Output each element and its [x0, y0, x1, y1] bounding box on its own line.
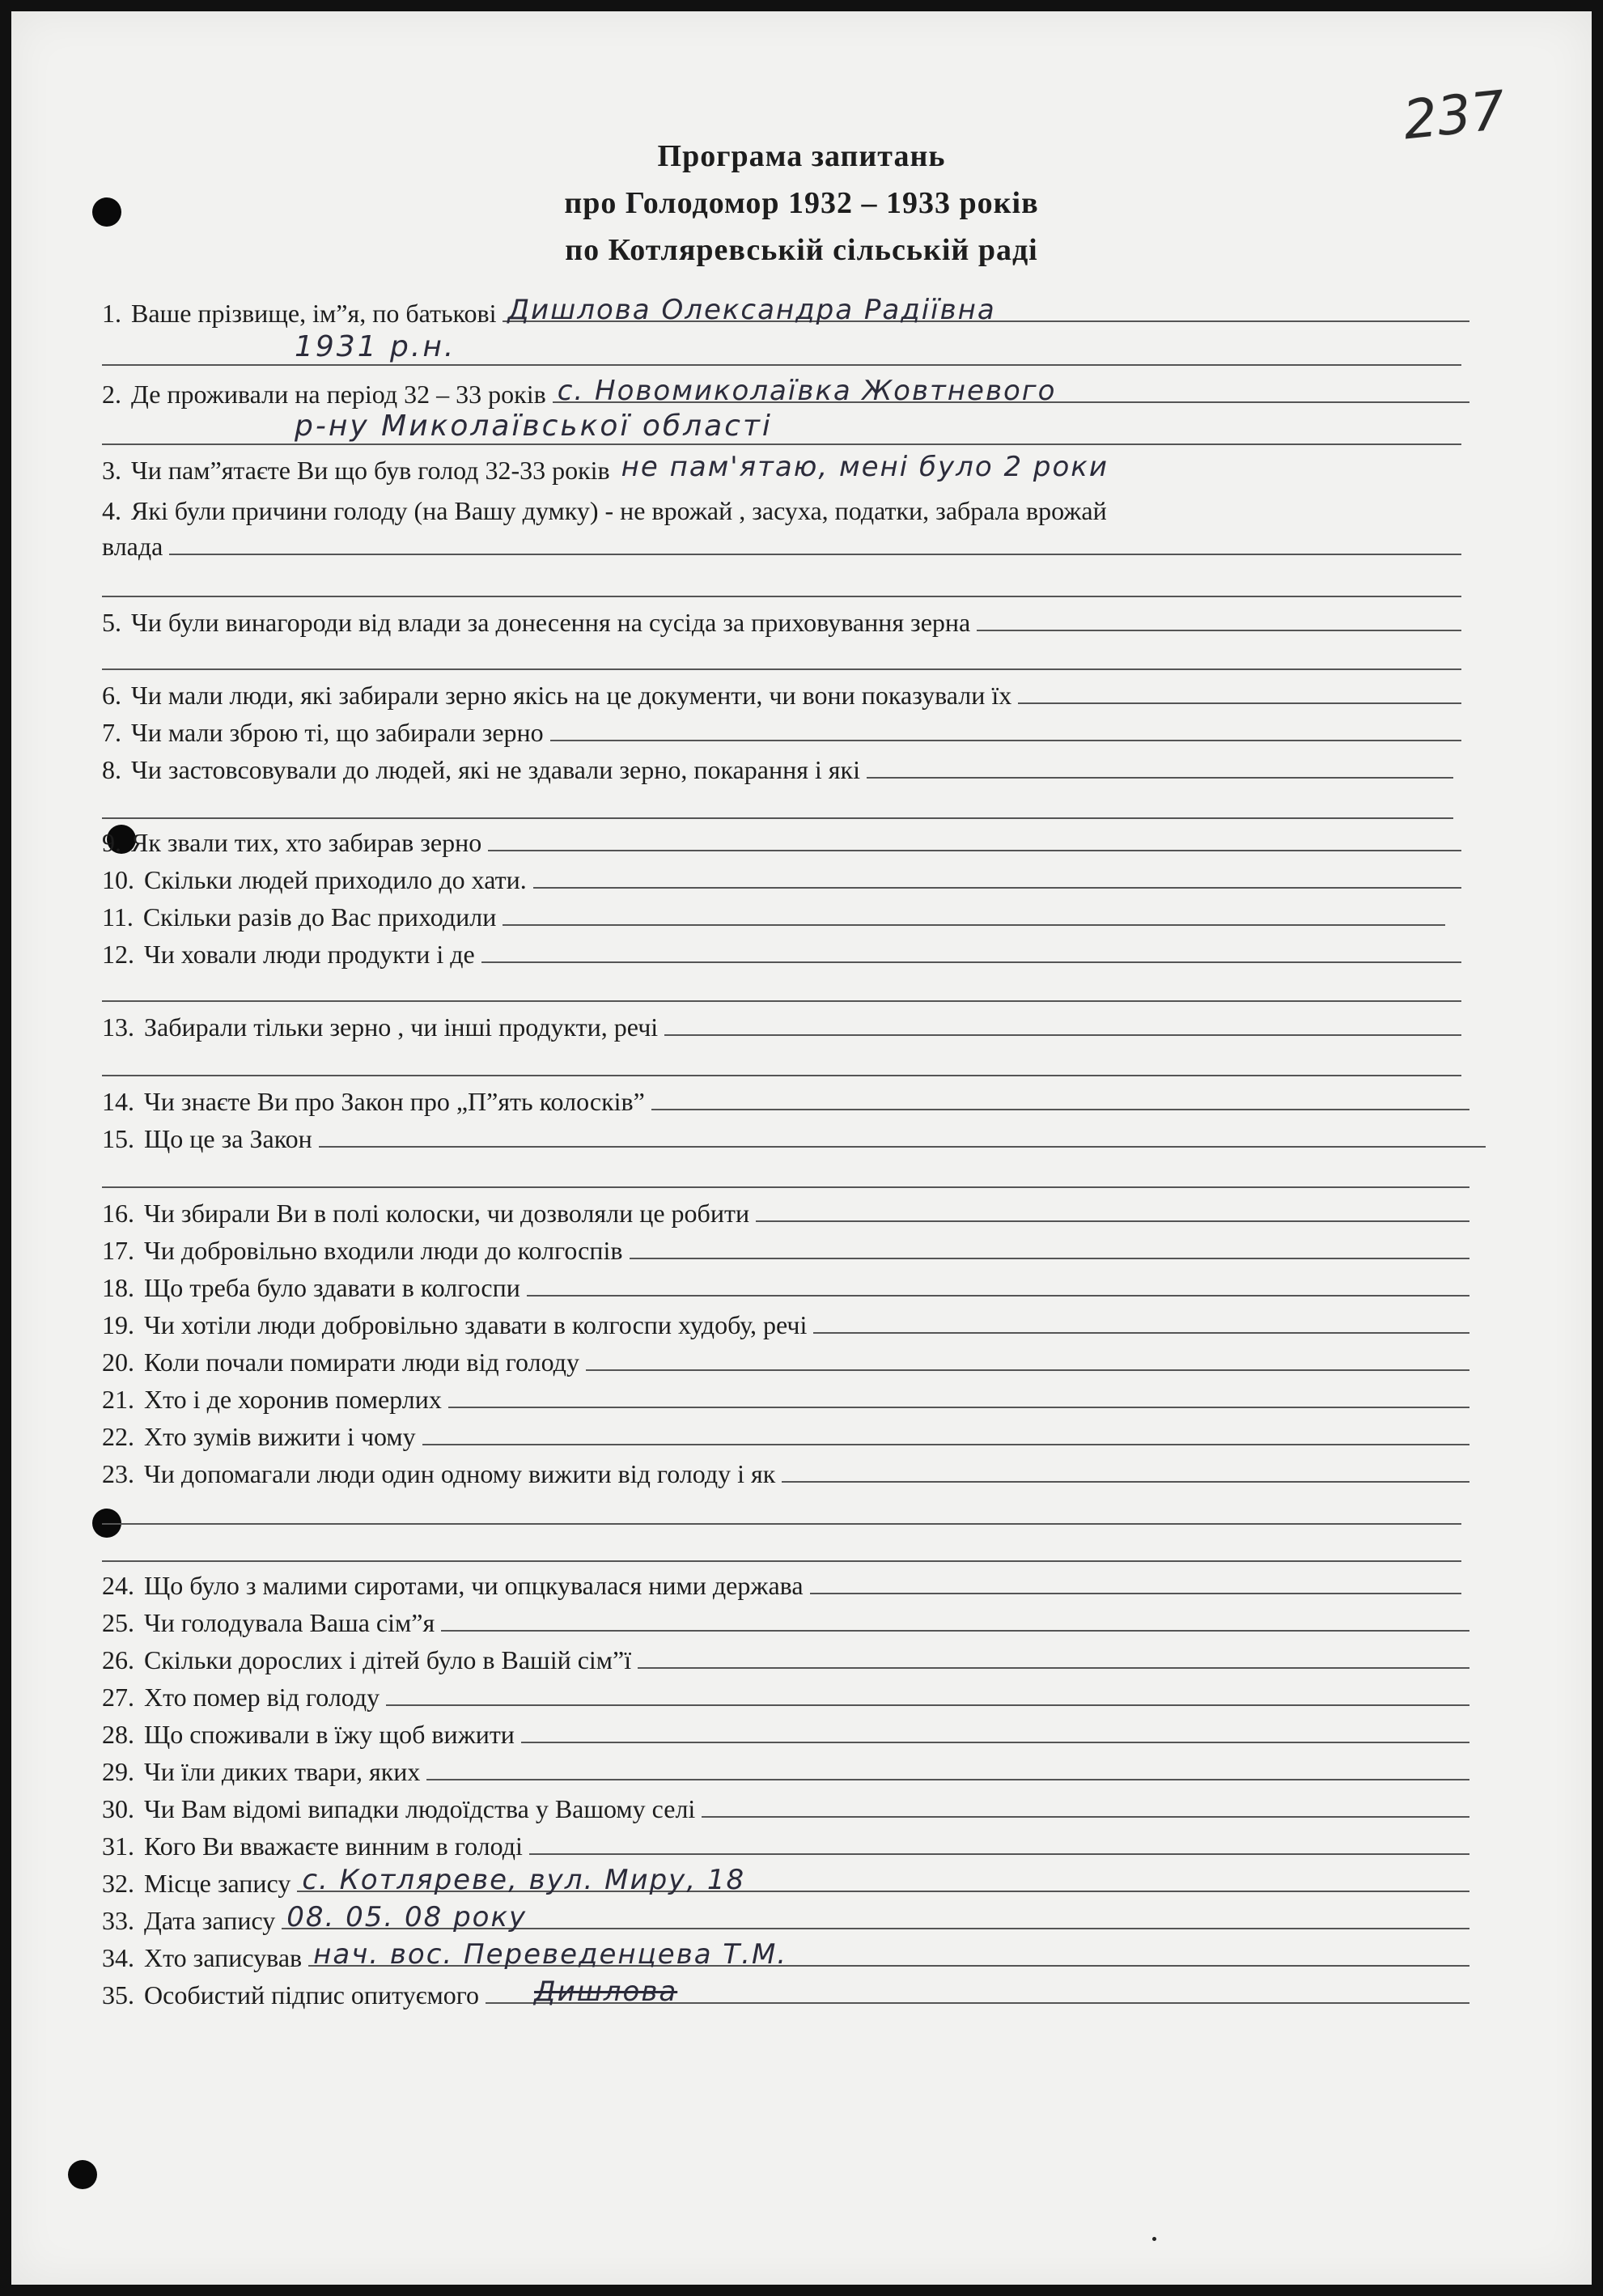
answer-line[interactable]: [422, 1420, 1469, 1445]
answer-line[interactable]: [481, 937, 1461, 963]
title-line-3: по Котляревській сільській раді: [565, 233, 1038, 267]
answer-line[interactable]: [977, 605, 1461, 631]
question-row: [102, 1973, 1469, 2009]
answer-line[interactable]: [630, 1233, 1470, 1259]
question-text: Місце запису: [144, 1869, 291, 1898]
question-row: [102, 1601, 1469, 1636]
answer-line[interactable]: [319, 1122, 1486, 1148]
continuation-line: [102, 596, 1461, 597]
question-row: [102, 1377, 1469, 1413]
question-text: Що споживали в їжу щоб вижити: [144, 1720, 515, 1749]
question-text: Забирали тільки зерно , чи інші продукти, речі: [144, 1012, 659, 1042]
question-number: 4.: [102, 496, 121, 525]
question-number: 3.: [102, 456, 121, 485]
question-number: 1.: [102, 299, 121, 328]
question-number: 13.: [102, 1012, 134, 1042]
answer-line[interactable]: [308, 1938, 1469, 1971]
question-row: [102, 1750, 1469, 1785]
question-row: [102, 1340, 1469, 1376]
question-row: [102, 1229, 1469, 1264]
question-row: [102, 489, 1469, 524]
question-row: [102, 748, 1453, 783]
question-number: 22.: [102, 1422, 134, 1451]
question-number: 33.: [102, 1906, 134, 1935]
handwritten-signature: Дишлова: [534, 1976, 678, 2008]
question-row: [102, 821, 1461, 856]
question-row: [102, 1080, 1469, 1115]
continuation-line: [102, 1075, 1461, 1076]
handwritten-answer: с. Котляреве, вул. Миру, 18: [302, 1864, 746, 1896]
answer-line[interactable]: [527, 1271, 1469, 1297]
question-row: [102, 1452, 1469, 1488]
question-text: Що було з малими сиротами, чи опцкувалася ними держава: [144, 1571, 804, 1600]
question-number: 34.: [102, 1943, 134, 1972]
question-number: 35.: [102, 1980, 134, 2010]
question-row: [102, 711, 1461, 746]
question-number: 8.: [102, 755, 121, 784]
question-text: Чи допомагали люди один одному вижити від голоду і як: [144, 1459, 776, 1488]
question-row: [102, 895, 1445, 931]
handwritten-answer: нач. вос. Переведенцева Т.М.: [313, 1938, 788, 1971]
answer-line[interactable]: [503, 900, 1445, 926]
question-row: [102, 932, 1461, 968]
question-row: [102, 673, 1461, 709]
question-text: Що це за Закон: [144, 1124, 312, 1153]
question-text: Чи голодувала Ваша сім”я: [144, 1608, 435, 1637]
answer-line[interactable]: [664, 1010, 1461, 1036]
question-text: Хто записував: [144, 1943, 303, 1972]
question-text: Чи ховали люди продукти і де: [144, 940, 475, 969]
question-row: [102, 1005, 1461, 1041]
question-number: 11.: [102, 902, 134, 932]
question-number: 5.: [102, 608, 121, 637]
question-row: [102, 1712, 1469, 1748]
continuation-line: [102, 1560, 1461, 1562]
question-text: Скільки людей приходило до хати.: [144, 865, 527, 894]
answer-line[interactable]: [448, 1382, 1469, 1408]
question-number: 19.: [102, 1310, 134, 1339]
question-row: [102, 1564, 1461, 1599]
question-text: Кого Ви вважаєте винним в голоді: [144, 1831, 523, 1861]
answer-line[interactable]: [529, 1829, 1469, 1855]
question-row: [102, 1303, 1469, 1339]
question-text: Дата запису: [144, 1906, 276, 1935]
handwritten-answer: Дишлова Олександра Радіївна: [507, 294, 996, 326]
question-number: 21.: [102, 1385, 134, 1414]
answer-line[interactable]: [553, 375, 1469, 407]
answer-line[interactable]: [282, 1901, 1469, 1933]
question-text-continued: влада: [102, 532, 163, 561]
continuation-line: [102, 817, 1453, 819]
question-number: 16.: [102, 1199, 134, 1228]
question-text: Чи їли диких твари, яких: [144, 1757, 421, 1786]
continuation-line: [102, 668, 1461, 670]
page-number: 237: [1400, 79, 1508, 152]
question-text: Чи хотіли люди добровільно здавати в колгоспи худобу, речі: [144, 1310, 808, 1339]
question-number: 6.: [102, 681, 121, 710]
answer-line[interactable]: [702, 1792, 1469, 1818]
question-row: [102, 858, 1461, 893]
question-number: 2.: [102, 380, 121, 409]
answer-line[interactable]: [426, 1755, 1469, 1780]
punch-hole: [68, 2160, 97, 2189]
question-number: 17.: [102, 1236, 134, 1265]
document-title: [11, 133, 1592, 274]
question-text: Хто і де хоронив померлих: [144, 1385, 442, 1414]
question-row: [102, 1191, 1469, 1227]
question-row: [102, 1787, 1469, 1823]
continuation-line: [102, 364, 1461, 366]
question-number: 29.: [102, 1757, 134, 1786]
question-number: 26.: [102, 1645, 134, 1674]
question-number: 18.: [102, 1273, 134, 1302]
question-number: 7.: [102, 718, 121, 747]
question-text: Як звали тих, хто забирав зерно: [131, 828, 482, 857]
question-number: 27.: [102, 1683, 134, 1712]
question-text: Чи застовсовували до людей, які не здавали зерно, покарання і які: [131, 755, 860, 784]
answer-line[interactable]: [638, 1643, 1469, 1669]
question-number: 25.: [102, 1608, 134, 1637]
question-text: Хто помер від голоду: [144, 1683, 380, 1712]
continuation-line: [102, 443, 1461, 445]
answer-line[interactable]: [810, 1568, 1461, 1594]
answer-line[interactable]: [297, 1864, 1469, 1896]
signature-line[interactable]: [486, 1976, 1469, 2008]
handwritten-answer: 08. 05. 08 року: [286, 1901, 528, 1933]
question-text: Що треба було здавати в колгоспи: [144, 1273, 520, 1302]
question-row: [102, 1117, 1486, 1152]
question-text: Хто зумів вижити і чому: [144, 1422, 416, 1451]
question-number: 20.: [102, 1347, 134, 1377]
handwritten-continuation: р-ну Миколаївської області: [295, 410, 773, 443]
answer-line[interactable]: [441, 1606, 1469, 1632]
answer-line[interactable]: [169, 529, 1461, 555]
answer-line[interactable]: [488, 825, 1461, 851]
question-row: [102, 601, 1461, 636]
answer-line[interactable]: [586, 1345, 1469, 1371]
answer-line[interactable]: [533, 863, 1461, 889]
question-number: 32.: [102, 1869, 134, 1898]
question-number: 28.: [102, 1720, 134, 1749]
question-number: 31.: [102, 1831, 134, 1861]
question-number: 14.: [102, 1087, 134, 1116]
continuation-line: [102, 1186, 1469, 1188]
answer-line[interactable]: [550, 715, 1461, 741]
question-text: Чи добровільно входили люди до колгоспів: [144, 1236, 623, 1265]
question-text: Чи Вам відомі випадки людоїдства у Вашому селі: [144, 1794, 696, 1823]
answer-line[interactable]: [782, 1457, 1469, 1483]
question-number: 9.: [102, 828, 121, 857]
question-row: [102, 372, 1469, 408]
question-number: 30.: [102, 1794, 134, 1823]
handwritten-answer: не пам'ятаю, мені було 2 роки: [621, 451, 1109, 483]
question-text: Особистий підпис опитуємого: [144, 1980, 480, 2010]
question-text: Ваше прізвище, ім”я, по батькові: [131, 299, 497, 328]
question-text: Чи знаєте Ви про Закон про „П”ять колосків”: [144, 1087, 645, 1116]
paper-speck: [1152, 2237, 1156, 2241]
handwritten-continuation: 1931 р.н.: [295, 330, 456, 363]
question-row: [102, 1936, 1469, 1971]
question-row: [102, 291, 1469, 327]
answer-line[interactable]: [756, 1196, 1469, 1222]
question-text: Чи збирали Ви в полі колоски, чи дозволяли це робити: [144, 1199, 750, 1228]
question-row: [102, 1899, 1469, 1934]
question-row: [102, 448, 1526, 484]
question-row: [102, 1675, 1469, 1711]
answer-line[interactable]: [521, 1717, 1469, 1743]
question-text: Чи мали люди, які забирали зерно якісь на це документи, чи вони показували їх: [131, 681, 1012, 710]
question-number: 24.: [102, 1571, 134, 1600]
question-text: Чи мали зброю ті, що забирали зерно: [131, 718, 544, 747]
question-row: [102, 1861, 1469, 1897]
question-text: Чи були винагороди від влади за донесення на сусіда за приховування зерна: [131, 608, 971, 637]
question-text: Які були причини голоду (на Вашу думку) - не врожай , засуха, податки, забрала врожай: [131, 496, 1107, 525]
document-page: [11, 11, 1592, 2285]
question-row: [102, 1638, 1469, 1674]
question-text: Скільки дорослих і дітей було в Вашій сім”ї: [144, 1645, 632, 1674]
question-row: [102, 1824, 1469, 1860]
question-row-continued: [102, 524, 1461, 560]
continuation-line: [102, 1523, 1461, 1525]
title-line-1: Програма запитань: [657, 139, 946, 173]
question-number: 12.: [102, 940, 134, 969]
question-text: Коли почали помирати люди від голоду: [144, 1347, 579, 1377]
question-row: [102, 1415, 1469, 1450]
answer-line[interactable]: [651, 1084, 1469, 1110]
answer-line[interactable]: [503, 294, 1469, 326]
answer-line[interactable]: [867, 753, 1453, 779]
handwritten-answer: с. Новомиколаївка Жовтневого: [557, 375, 1057, 407]
question-text: Чи пам”ятаєте Ви що був голод 32-33 років: [131, 456, 610, 485]
title-line-2: про Голодомор 1932 – 1933 років: [564, 186, 1039, 220]
continuation-line: [102, 1000, 1461, 1002]
question-row: [102, 1266, 1469, 1301]
answer-line[interactable]: [386, 1680, 1469, 1706]
punch-hole: [92, 197, 121, 227]
question-number: 10.: [102, 865, 134, 894]
question-text: Скільки разів до Вас приходили: [142, 902, 497, 932]
answer-line[interactable]: [1018, 678, 1461, 704]
question-number: 15.: [102, 1124, 134, 1153]
question-number: 23.: [102, 1459, 134, 1488]
answer-line[interactable]: [813, 1308, 1469, 1334]
question-text: Де проживали на період 32 – 33 років: [131, 380, 546, 409]
answer-line[interactable]: [617, 451, 1526, 483]
